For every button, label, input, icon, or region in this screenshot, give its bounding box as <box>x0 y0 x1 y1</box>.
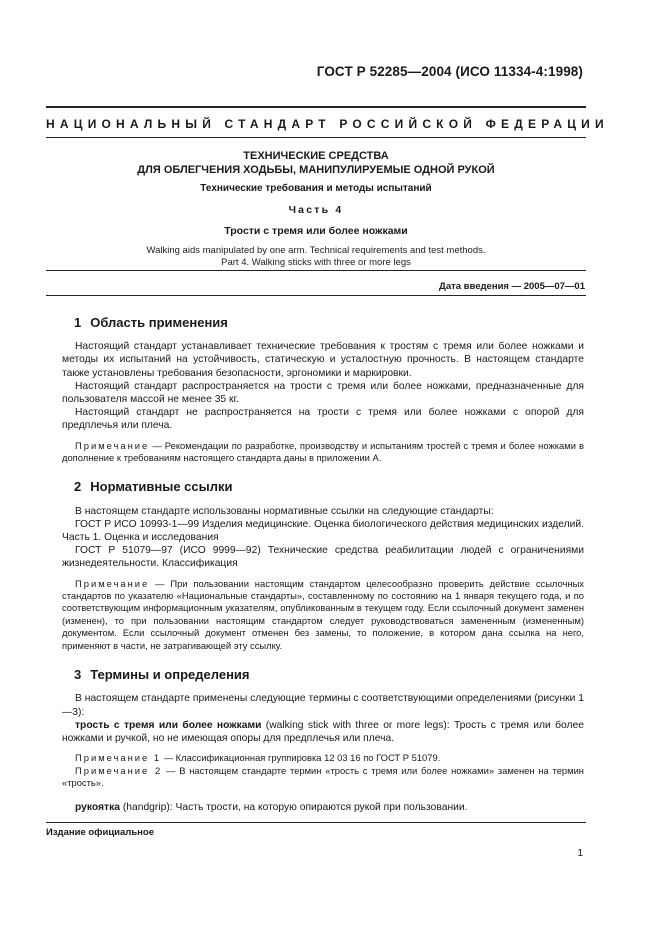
paragraph: В настоящем стандарте применены следующие термины с соответствующими определениями (рисунки 1—3): <box>62 693 584 718</box>
note-label: Примечание 2 <box>75 764 163 776</box>
english-title-line-1: Walking aids manipulated by one arm. Technical requirements and test methods. <box>146 245 486 256</box>
gost-code: ГОСТ Р 52285—2004 (ИСО 11334-4:1998) <box>316 64 583 79</box>
note <box>62 578 584 652</box>
footer-rule <box>46 822 586 823</box>
english-title-line-2: Part 4. Walking sticks with three or more legs <box>221 257 411 268</box>
title-block <box>46 149 586 269</box>
section-title: Область применения <box>90 315 228 330</box>
section-number: 1 <box>74 315 82 330</box>
main-content <box>62 316 584 815</box>
term-definition <box>62 719 584 745</box>
note <box>62 752 584 764</box>
edition-label: Издание официальное <box>46 827 154 838</box>
paragraph: Настоящий стандарт распространяется на трости с тремя или более ножками, предназначенные для пользователя массой не менее 35 кг. <box>62 380 584 406</box>
note-text: — Классификационная группировка 12 03 16 по ГОСТ Р 51079. <box>161 752 441 764</box>
reference-item: ГОСТ Р 51079—97 (ИСО 9999—92) Технические средства реабилитации людей с ограничениями жизнедеятельности. Классификация <box>62 545 584 570</box>
note-label: Примечание 1 <box>75 752 162 764</box>
reference-item: ГОСТ Р ИСО 10993-1—99 Изделия медицинские. Оценка биологического действия медицинских изделий. Часть 1. Оценка и исследования <box>62 518 584 544</box>
title-line-2: ДЛЯ ОБЛЕГЧЕНИЯ ХОДЬБЫ, МАНИПУЛИРУЕМЫЕ ОДНОЙ РУКОЙ <box>137 164 495 176</box>
term: рукоятка <box>75 802 120 814</box>
note-text: — Рекомендации по разработке, производству и испытаниям тростей с тремя и более ножками в дополнение к требованиям настоящего стандарта даны в приложении А. <box>62 439 584 464</box>
title-line-1: ТЕХНИЧЕСКИЕ СРЕДСТВА <box>243 150 389 162</box>
banner-rule <box>46 137 586 138</box>
section-2-heading <box>74 480 584 493</box>
paragraph: В настоящем стандарте использованы нормативные ссылки на следующие стандарты: <box>75 505 494 517</box>
part-title: Трости с тремя или более ножками <box>224 225 408 237</box>
section-number: 3 <box>74 667 82 683</box>
paragraph: Настоящий стандарт не распространяется на трости с тремя или более ножками с опорой для предплечья или плеча. <box>62 407 584 432</box>
note-label: Примечание <box>75 439 150 451</box>
section-1-heading <box>74 316 584 329</box>
national-standard-banner: НАЦИОНАЛЬНЫЙ СТАНДАРТ РОССИЙСКОЙ ФЕДЕРАЦИИ <box>46 117 609 131</box>
part-number: Часть 4 <box>288 204 344 216</box>
section-number: 2 <box>74 479 82 495</box>
note-text: — При пользовании настоящим стандартом целесообразно проверить действие ссылочных стандартов по указателю «Национальные стандарты», составленному по состоянию на 1 января текущего года, и по соответствующим информационным указателям, опубликованным в текущем году. Если ссылочный документ заменен (изменен), то при пользовании настоящим стандартом следует руководствоваться замененным (измененным) документом. Если ссылочный документ отменен без замены, то положение, в котором дана ссылка на него, применяют в части, не затрагивающей эту ссылку. <box>62 577 584 651</box>
date-rule <box>46 295 586 296</box>
note-text: — В настоящем стандарте термин «трость с тремя или более ножками» заменен на термин «трость». <box>62 764 584 788</box>
title-subtitle: Технические требования и методы испытаний <box>200 183 432 194</box>
title-bottom-rule <box>46 270 586 271</box>
english-title <box>46 245 586 269</box>
section-title: Нормативные ссылки <box>90 479 233 495</box>
date-of-introduction: Дата введения — 2005—07—01 <box>439 281 585 292</box>
term: трость с тремя или более ножками <box>75 719 262 731</box>
section-title: Термины и определения <box>90 667 250 683</box>
definition: (handgrip): Часть трости, на которую опираются рукой при пользовании. <box>119 802 468 814</box>
note <box>62 440 584 465</box>
page-number: 1 <box>577 848 583 859</box>
note-label: Примечание <box>75 577 150 589</box>
definition: (walking stick with three or more legs): Трость с тремя или более ножками и ручкой, но не имеющая опоры для предплечья или плеча. <box>62 719 584 744</box>
term-definition <box>62 801 584 814</box>
paragraph: Настоящий стандарт устанавливает технические требования к тростям с тремя или более ножками и методы их испытаний на устойчивость, статическую и усталостную прочность. В настоящем стандарте также установлены требования безопасности, эргономики и маркировки. <box>62 341 584 379</box>
section-3-heading <box>74 668 584 681</box>
note <box>62 765 584 790</box>
top-rule <box>46 106 586 108</box>
